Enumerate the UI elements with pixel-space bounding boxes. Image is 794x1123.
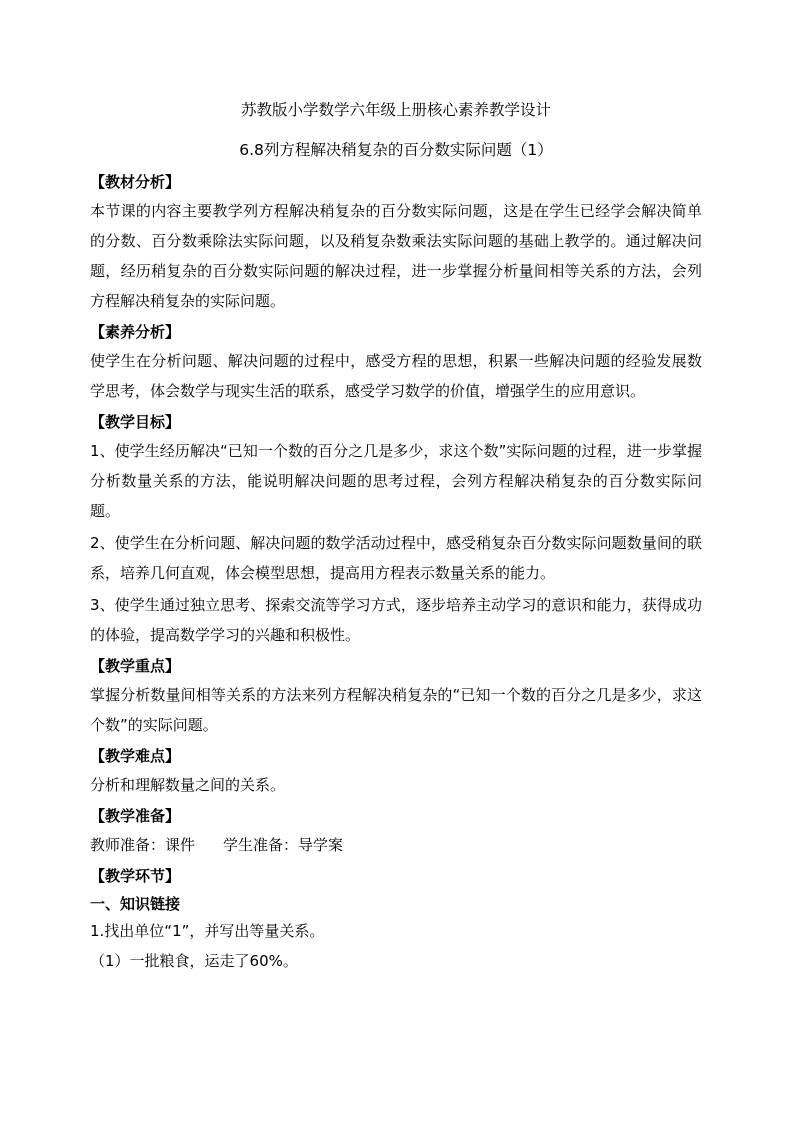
key-points-paragraph: 掌握分析数量间相等关系的方法来列方程解决稍复杂的“已知一个数的百分之几是多少，求这个数”的实际问题。 — [90, 686, 702, 734]
teacher-preparation: 教师准备：课件 — [90, 836, 196, 854]
difficulties-paragraph: 分析和理解数量之间的关系。 — [90, 776, 286, 794]
process-item-one: 1.找出单位“1”，并写出等量关系。 — [90, 922, 325, 940]
process-sub-item: （1）一批粮食，运走了60%。 — [90, 952, 298, 970]
section-heading-process: 【教学环节】 — [90, 867, 181, 885]
section-heading-goals: 【教学目标】 — [90, 413, 181, 431]
goal-item-1: 1、使学生经历解决“已知一个数的百分之几是多少，求这个数”实际问题的过程，进一步掌握分析数量关系的方法，能说明解决问题的思考过程，会列方程解决稍复杂的百分数实际问题。 — [90, 442, 702, 520]
student-preparation: 学生准备：导学案 — [223, 836, 344, 854]
section-heading-literacy: 【素养分析】 — [90, 323, 181, 341]
section-heading-key-points: 【教学重点】 — [90, 657, 181, 675]
section-heading-analysis: 【教材分析】 — [90, 173, 181, 191]
preparation-line — [90, 830, 702, 860]
literacy-paragraph: 使学生在分析问题、解决问题的过程中，感受方程的思想，积累一些解决问题的经验发展数学思考，体会数学与现实生活的联系，感受学习数学的价值，增强学生的应用意识。 — [90, 352, 702, 400]
goal-item-3: 3、使学生通过独立思考、探索交流等学习方式，逐步培养主动学习的意识和能力，获得成功的体验，提高数学学习的兴趣和积极性。 — [90, 596, 702, 644]
section-heading-difficulties: 【教学难点】 — [90, 747, 181, 765]
process-part-one: 一、知识链接 — [90, 895, 181, 913]
analysis-paragraph: 本节课的内容主要教学列方程解决稍复杂的百分数实际问题，这是在学生已经学会解决简单的分数、百分数乘除法实际问题，以及稍复杂数乘法实际问题的基础上教学的。通过解决问题，经历稍复杂的百分数实际问题的解决过程，进一步掌握分析量间相等关系的方法，会列方程解决稍复杂的实际问题。 — [90, 202, 702, 310]
document-page — [90, 100, 702, 976]
document-subtitle: 6.8列方程解决稍复杂的百分数实际问题（1） — [239, 141, 553, 159]
section-heading-preparation: 【教学准备】 — [90, 807, 181, 825]
goal-item-2: 2、使学生在分析问题、解决问题的数学活动过程中，感受稍复杂百分数实际问题数量间的联系，培养几何直观，体会模型思想，提高用方程表示数量关系的能力。 — [90, 534, 702, 582]
document-title: 苏教版小学数学六年级上册核心素养教学设计 — [240, 101, 551, 119]
